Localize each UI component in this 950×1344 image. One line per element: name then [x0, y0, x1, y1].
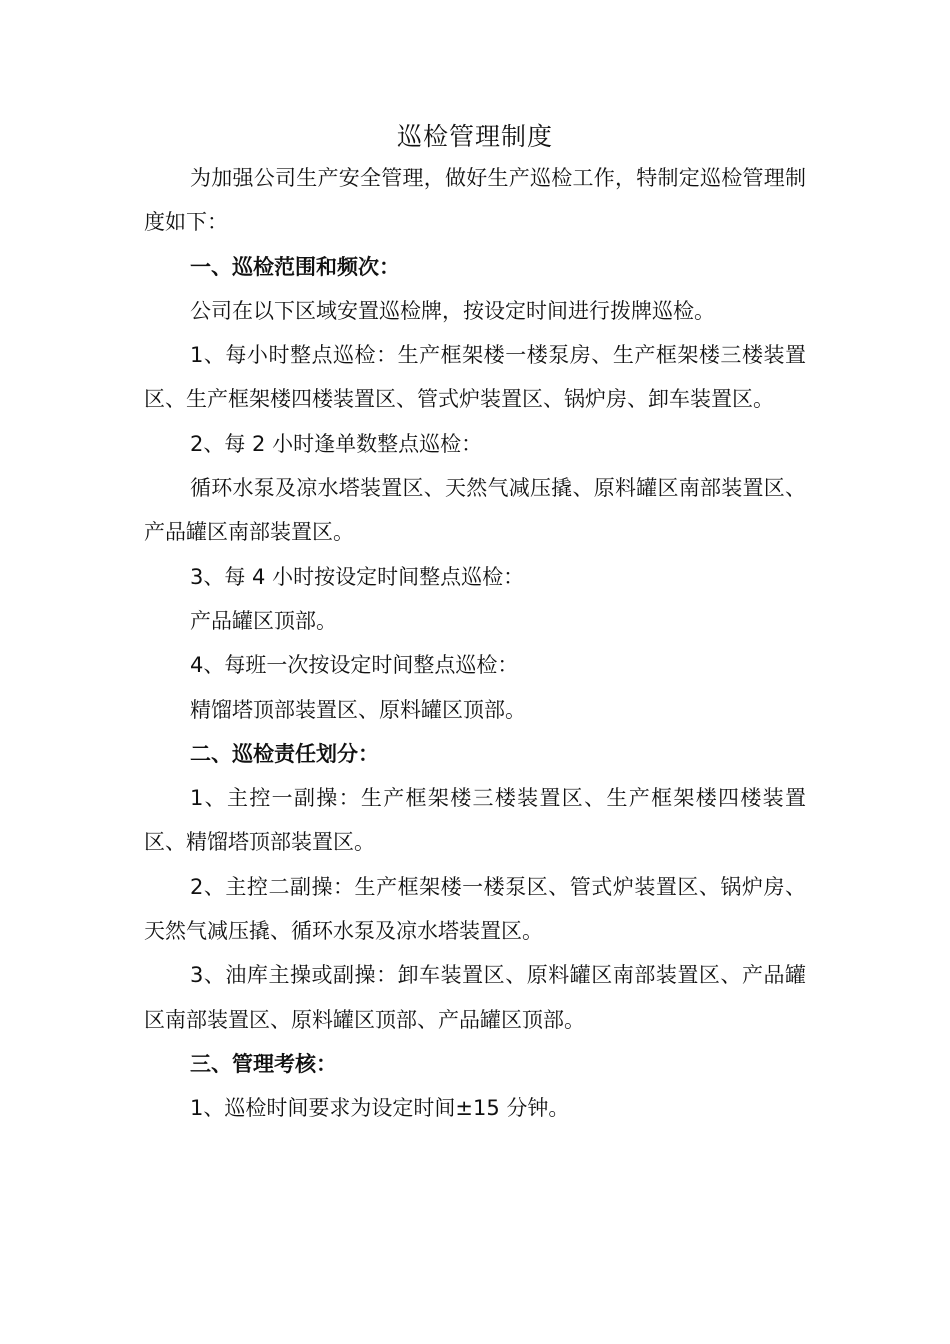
scope-item-1: 1、每小时整点巡检：生产框架楼一楼泵房、生产框架楼三楼装置区、生产框架楼四楼装置区、管式炉装置区、锅炉房、卸车装置区。 [144, 343, 806, 412]
document-page [144, 118, 806, 1131]
scope-item-3: 3、每 4 小时按设定时间整点巡检： [190, 564, 525, 589]
scope-item-2-detail: 循环水泵及凉水塔装置区、天然气减压撬、原料罐区南部装置区、产品罐区南部装置区。 [144, 476, 806, 545]
responsibility-item-2: 2、主控二副操：生产框架楼一楼泵区、管式炉装置区、锅炉房、天然气减压撬、循环水泵及凉水塔装置区。 [144, 874, 806, 944]
intro-paragraph: 为加强公司生产安全管理，做好生产巡检工作，特制定巡检管理制度如下： [144, 166, 806, 235]
document-title: 巡检管理制度 [396, 122, 553, 151]
scope-paragraph: 公司在以下区域安置巡检牌，按设定时间进行拨牌巡检。 [190, 298, 715, 323]
section-heading-assessment: 三、管理考核： [190, 1051, 337, 1076]
section-heading-scope: 一、巡检范围和频次： [190, 254, 400, 279]
scope-item-3-detail: 产品罐区顶部。 [190, 608, 337, 633]
responsibility-item-1: 1、主控一副操：生产框架楼三楼装置区、生产框架楼四楼装置区、精馏塔顶部装置区。 [144, 786, 806, 855]
scope-item-2: 2、每 2 小时逢单数整点巡检： [190, 431, 483, 456]
responsibility-item-3: 3、油库主操或副操：卸车装置区、原料罐区南部装置区、产品罐区南部装置区、原料罐区顶部、产品罐区顶部。 [144, 963, 806, 1032]
assessment-item-1: 1、巡检时间要求为设定时间±15 分钟。 [190, 1096, 570, 1121]
scope-item-4: 4、每班一次按设定时间整点巡检： [190, 653, 519, 678]
scope-item-4-detail: 精馏塔顶部装置区、原料罐区顶部。 [190, 697, 526, 722]
section-heading-responsibility: 二、巡检责任划分： [190, 741, 379, 766]
